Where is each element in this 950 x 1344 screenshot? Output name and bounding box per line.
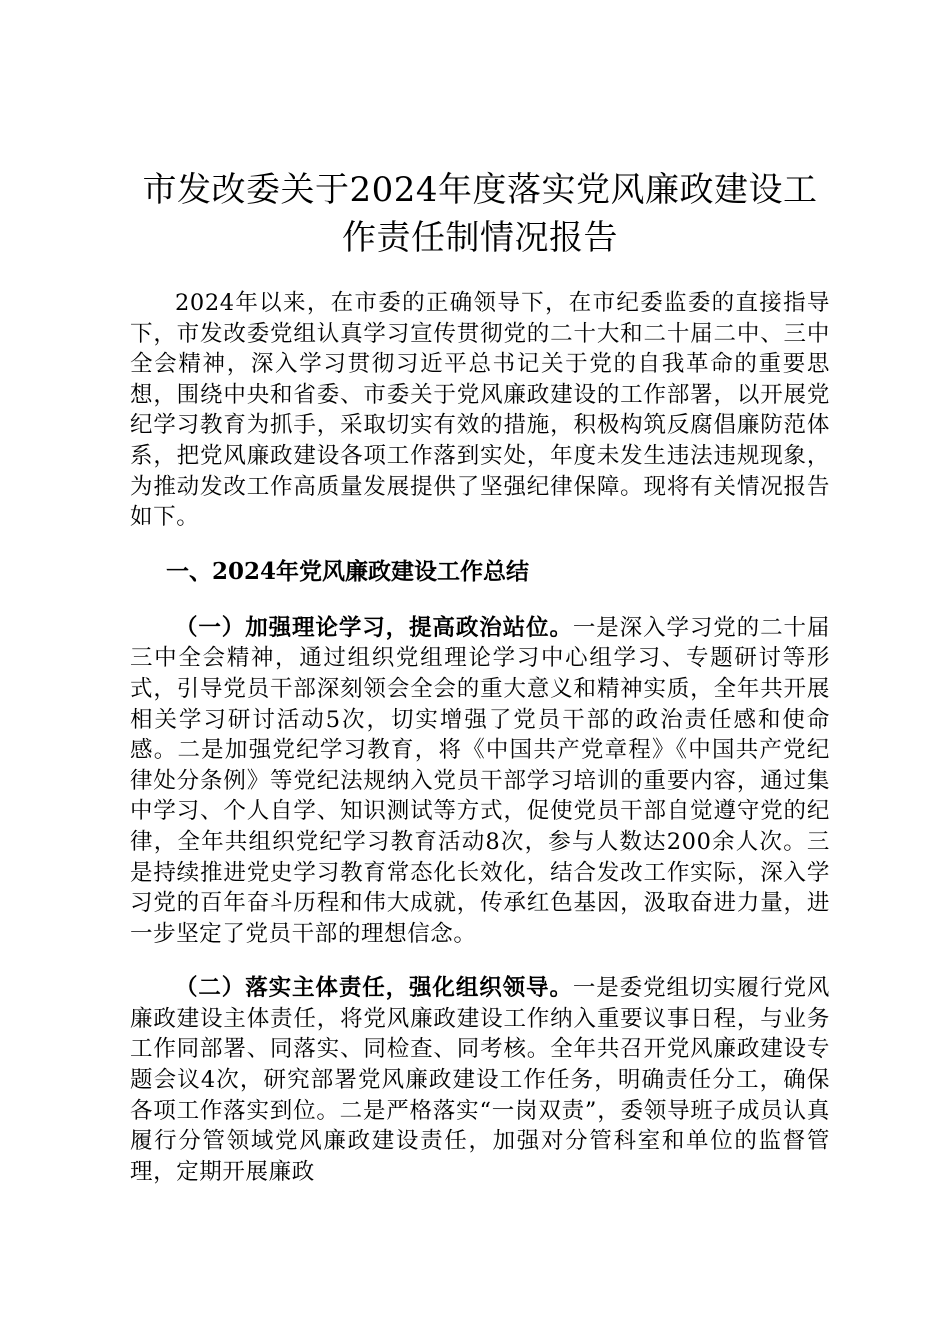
intro-paragraph: 2024年以来，在市委的正确领导下，在市纪委监委的直接指导下，市发改委党组认真学习宣传贯彻党的二十大和二十届二中、三中全会精神，深入学习贯彻习近平总书记关于党的自我革命的重要思想，围绕中央和省委、市委关于党风廉政建设的工作部署，以开展党纪学习教育为抓手，采取切实有效的措施，积极构筑反腐倡廉防范体系，把党风廉政建设各项工作落到实处，年度未发生违法违规现象，为推动发改工作高质量发展提供了坚强纪律保障。现将有关情况报告如下。	[130, 290, 830, 531]
document-page	[130, 166, 830, 1211]
title-line-2: 作责任制情况报告	[342, 218, 618, 258]
section-heading: 一、2024年党风廉政建设工作总结	[166, 557, 530, 585]
item-1-paragraph	[130, 613, 830, 950]
item-2-lead: （二）落实主体责任，强化组织领导。	[175, 975, 573, 1002]
title-line-1: 市发改委关于2024年度落实党风廉政建设工	[142, 170, 818, 210]
document-title	[130, 166, 830, 262]
item-2-body: 一是委党组切实履行党风廉政建设主体责任，将党风廉政建设工作纳入重要议事日程，与业务工作同部署、同落实、同检查、同考核。全年共召开党风廉政建设专题会议4次，研究部署党风廉政建设工作任务，明确责任分工，确保各项工作落实到位。二是严格落实“一岗双责”，委领导班子成员认真履行分管领域党风廉政建设责任，加强对分管科室和单位的监督管理，定期开展廉政	[130, 975, 830, 1185]
item-1-body: 一是深入学习党的二十届三中全会精神，通过组织党组理论学习中心组学习、专题研讨等形式，引导党员干部深刻领会全会的重大意义和精神实质，全年共开展相关学习研讨活动5次，切实增强了党员干部的政治责任感和使命感。二是加强党纪学习教育，将《中国共产党章程》《中国共产党纪律处分条例》等党纪法规纳入党员干部学习培训的重要内容，通过集中学习、个人自学、知识测试等方式，促使党员干部自觉遵守党的纪律，全年共组织党纪学习教育活动8次，参与人数达200余人次。三是持续推进党史学习教育常态化长效化，结合发改工作实际，深入学习党的百年奋斗历程和伟大成就，传承红色基因，汲取奋进力量，进一步坚定了党员干部的理想信念。	[130, 614, 830, 947]
item-1-lead: （一）加强理论学习，提高政治站位。	[175, 614, 573, 641]
item-2-paragraph	[130, 973, 830, 1187]
